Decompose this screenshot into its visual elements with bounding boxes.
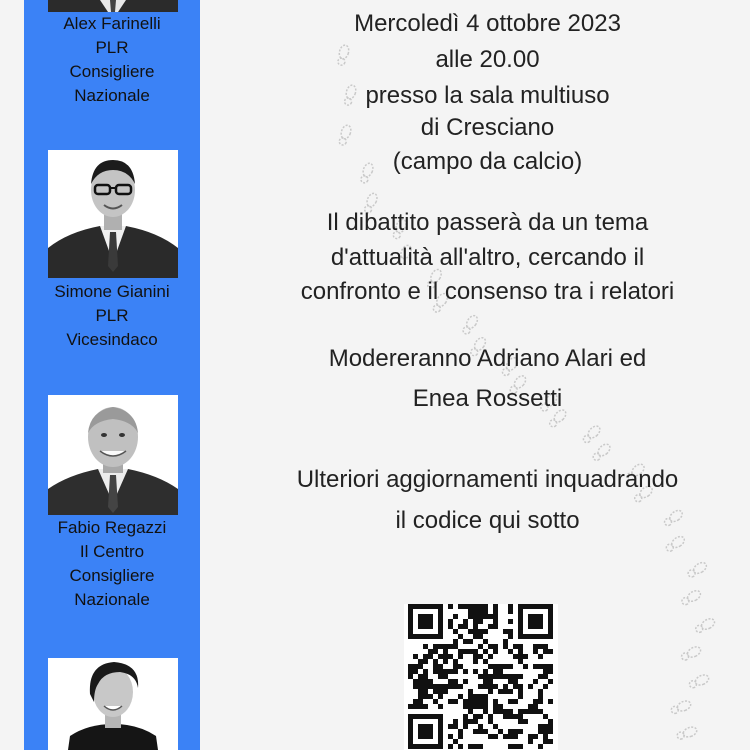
speaker-party: PLR: [95, 306, 129, 325]
speaker-party: PLR: [95, 38, 129, 57]
speaker-role-line-2: Nazionale: [74, 86, 150, 105]
footprint-mark: [694, 617, 716, 635]
speaker-caption: [24, 12, 200, 108]
description-line-2: d'attualità all'altro, cercando il: [330, 244, 645, 271]
speaker-party: Il Centro: [79, 542, 145, 561]
updates-line-2: il codice qui sotto: [395, 507, 580, 534]
footprint-mark: [461, 314, 480, 336]
footprint-mark: [688, 673, 710, 690]
speaker-role-line-1: Consigliere: [69, 62, 155, 81]
speaker-name: Fabio Regazzi: [57, 518, 167, 537]
speaker-role-line-2: Nazionale: [74, 590, 150, 609]
footprint-mark: [686, 560, 708, 579]
speaker-caption: [24, 516, 200, 612]
speaker-photo: [48, 150, 178, 278]
footprint-mark: [670, 699, 692, 715]
footprint-mark: [591, 442, 612, 463]
speaker-photo: [48, 395, 178, 515]
description-line-3: confronto e il consenso tra i relatori: [300, 278, 675, 305]
description-line-1: Il dibattito passerà da un tema: [326, 209, 649, 236]
speaker-name: Simone Gianini: [54, 282, 170, 301]
event-place-line-3: (campo da calcio): [392, 148, 583, 175]
event-place-line-2: di Cresciano: [420, 114, 555, 141]
updates-line-1: Ulteriori aggiornamenti inquadrando: [296, 466, 679, 493]
speaker-name: Alex Farinelli: [63, 14, 161, 33]
footprint-mark: [676, 725, 698, 741]
event-place-line-1: presso la sala multiuso: [365, 82, 610, 109]
event-date: Mercoledì 4 ottobre 2023: [354, 10, 621, 37]
footprint-mark: [581, 424, 602, 445]
event-time: alle 20.00: [435, 46, 540, 73]
speaker-role-line-1: Vicesindaco: [66, 330, 158, 349]
speaker-photo: [48, 0, 178, 12]
moderators-line-2: Enea Rossetti: [412, 385, 563, 412]
footprint-mark: [680, 589, 702, 607]
speaker-caption: [24, 280, 200, 352]
speaker-role-line-1: Consigliere: [69, 566, 155, 585]
qr-code[interactable]: [404, 604, 558, 750]
speakers-panel: [24, 0, 200, 750]
moderators-line-1: Modereranno Adriano Alari ed: [328, 345, 647, 372]
footprint-mark: [680, 645, 702, 662]
speaker-photo: [48, 658, 178, 750]
